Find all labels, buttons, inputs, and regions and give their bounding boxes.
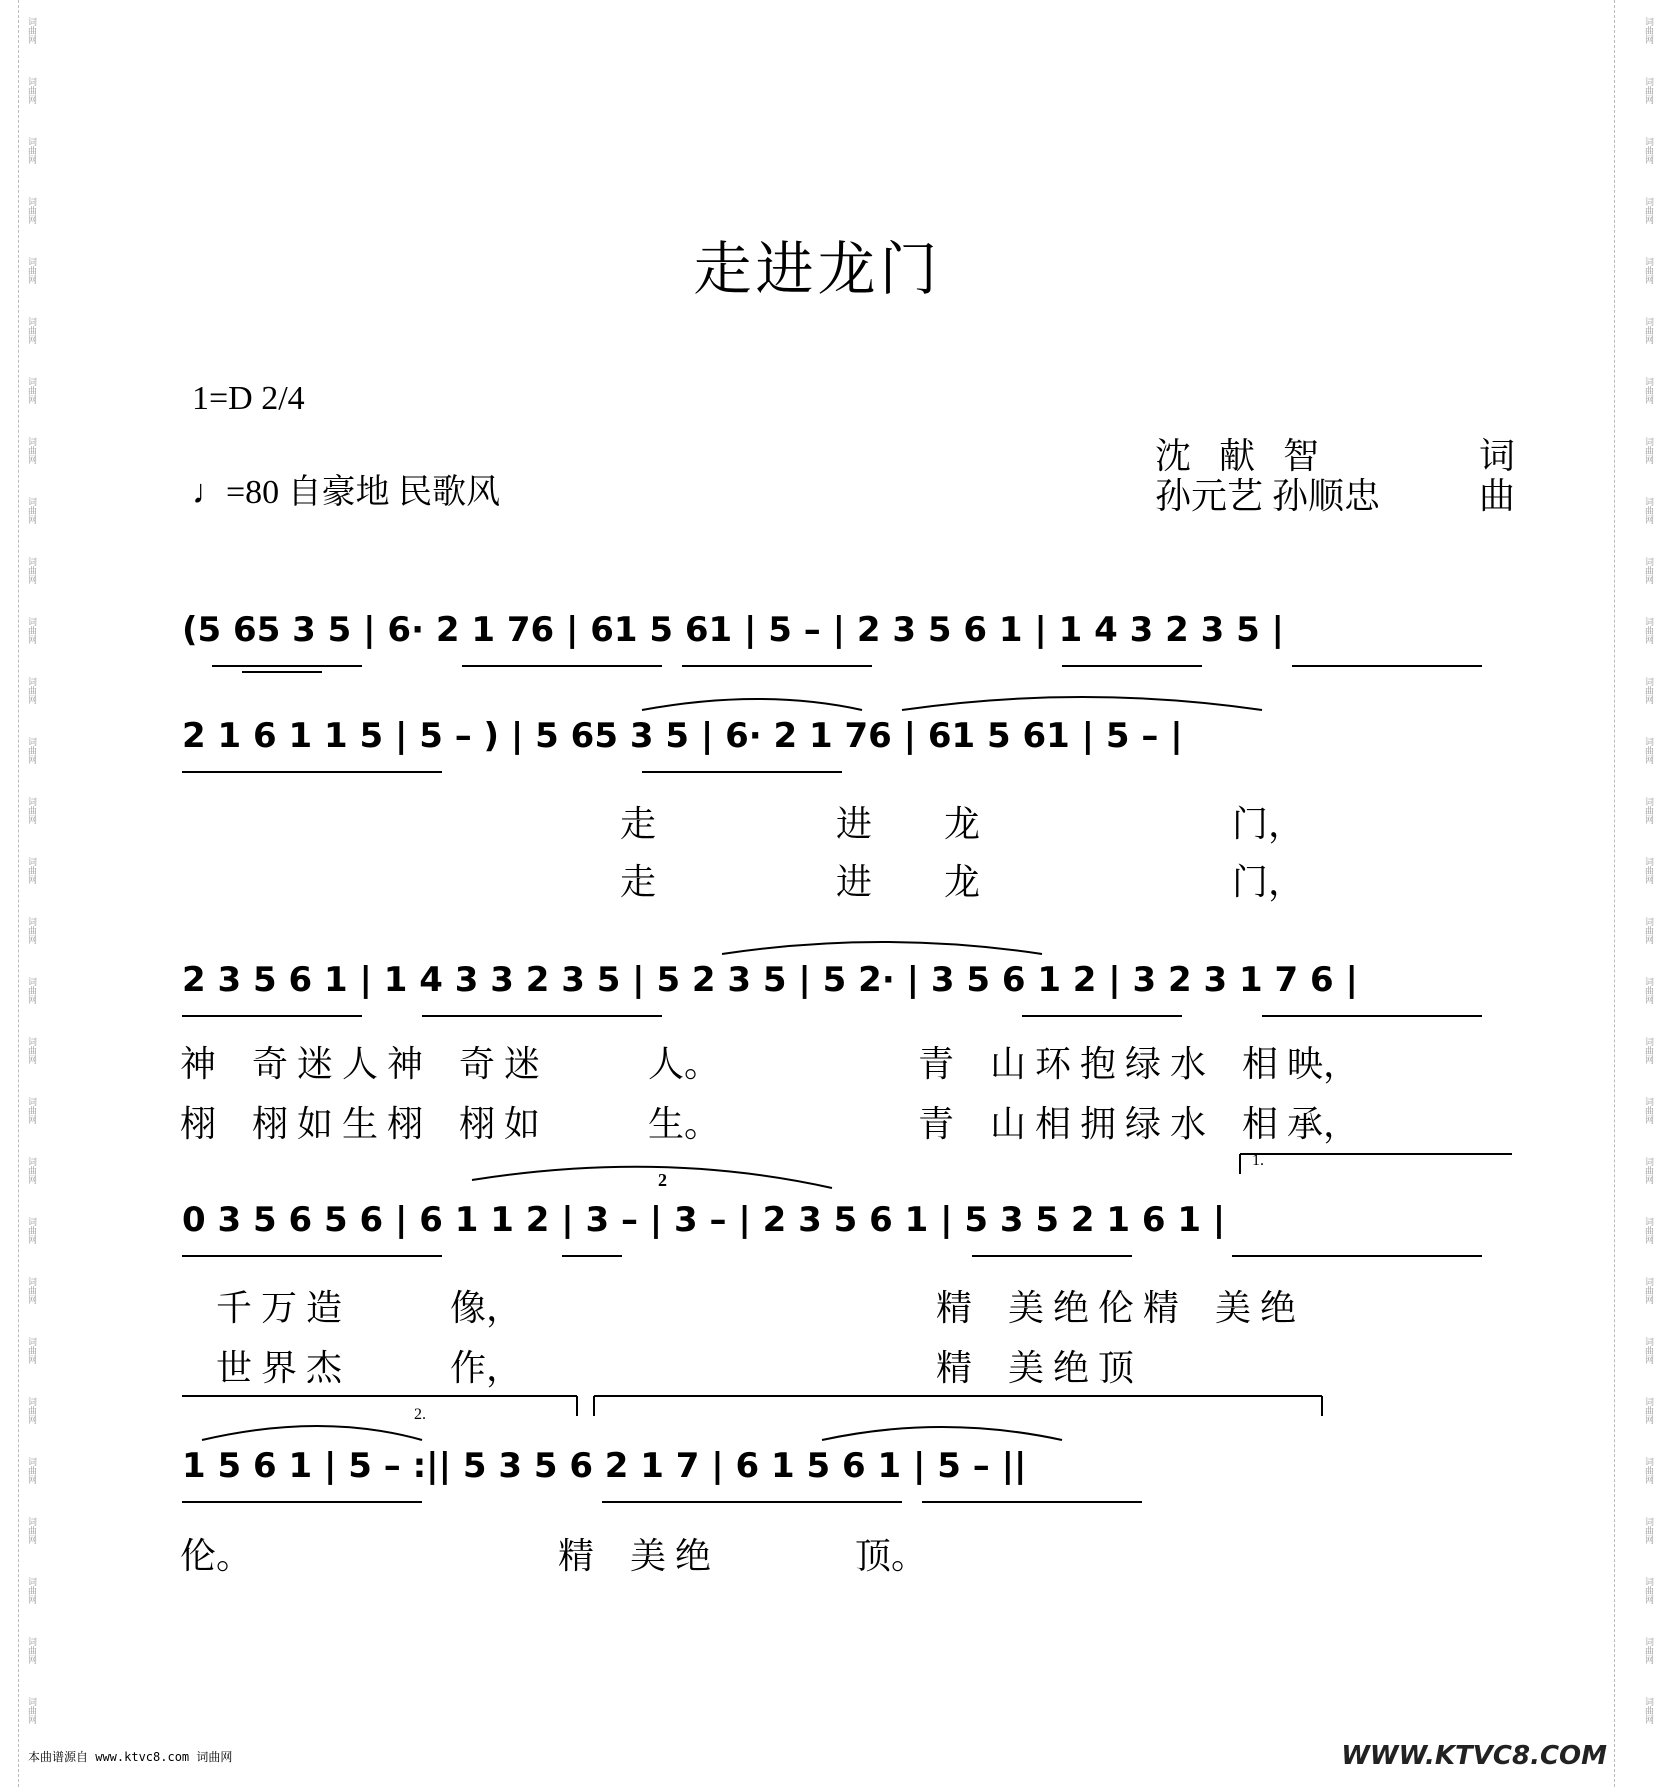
side-watermark-text: 词曲网 — [26, 796, 36, 824]
side-watermark-text: 词曲网 — [26, 916, 36, 944]
side-watermark-text: 词曲网 — [1643, 316, 1653, 344]
key-signature: 1=D 2/4 — [192, 380, 305, 417]
row-3-lyric-verse-2: 栩 栩 如 生 栩 栩 如 生。 青 山 相 拥 绿 水 相 承， — [180, 1104, 1360, 1144]
row-2-lyric-verse-2: 走 进 龙 门， — [620, 862, 1305, 902]
side-watermark-text: 词曲网 — [26, 136, 36, 164]
side-watermark-text: 词曲网 — [26, 556, 36, 584]
volta-2-label: 2. — [414, 1406, 426, 1423]
score-row-1 — [182, 600, 1512, 660]
row-4-lyric-verse-1: 千 万 造 像， 精 美 绝 伦 精 美 绝 — [180, 1288, 1297, 1328]
side-watermark-text: 词曲网 — [1643, 976, 1653, 1004]
side-watermark-text: 词曲网 — [26, 1396, 36, 1424]
side-watermark-text: 词曲网 — [1643, 1096, 1653, 1124]
side-watermark-text: 词曲网 — [1643, 1396, 1653, 1424]
side-watermark-text: 词曲网 — [26, 1696, 36, 1724]
side-watermark-text: 词曲网 — [1643, 136, 1653, 164]
side-watermark-text: 词曲网 — [1643, 1456, 1653, 1484]
tempo-marking: ♩=80 自豪地 民歌风 — [192, 474, 501, 511]
side-watermark-text: 词曲网 — [1643, 796, 1653, 824]
row-3-notes: 2 3 5 6 1 | 1 4 3 3 2 3 5 | 5 2 3 5 | 5 2· | 3 5 6 1 2 | 3 2 3 1 7 6 | — [182, 960, 1358, 1000]
side-watermark-text: 词曲网 — [26, 856, 36, 884]
row-3-lyric-verse-1: 神 奇 迷 人 神 奇 迷 人。 青 山 环 抱 绿 水 相 映， — [180, 1044, 1360, 1084]
side-watermark-text: 词曲网 — [1643, 16, 1653, 44]
side-watermark-text: 词曲网 — [1643, 436, 1653, 464]
side-watermark-text: 词曲网 — [1643, 496, 1653, 524]
side-watermark-text: 词曲网 — [1643, 736, 1653, 764]
volta-1-label: 1. — [1252, 1152, 1264, 1169]
side-watermark-text: 词曲网 — [1643, 1576, 1653, 1604]
side-watermark-text: 词曲网 — [1643, 676, 1653, 704]
composer-credit — [1155, 476, 1515, 516]
side-watermark-text: 词曲网 — [26, 376, 36, 404]
score-row-2 — [182, 706, 1512, 766]
side-watermark-text: 词曲网 — [1643, 556, 1653, 584]
footer-source-text: 本曲谱源自 www.ktvc8.com 词曲网 — [28, 1750, 233, 1764]
side-watermark-text: 词曲网 — [1643, 376, 1653, 404]
side-watermark-text: 词曲网 — [1643, 1156, 1653, 1184]
side-watermark-text: 词曲网 — [1643, 1216, 1653, 1244]
side-watermark-text: 词曲网 — [26, 496, 36, 524]
side-watermark-text: 词曲网 — [26, 736, 36, 764]
side-watermark-text: 词曲网 — [26, 1096, 36, 1124]
side-watermark-text: 词曲网 — [26, 616, 36, 644]
score-row-3 — [182, 950, 1512, 1010]
song-title: 走进龙门 — [693, 235, 942, 303]
side-watermark-text: 词曲网 — [26, 196, 36, 224]
side-watermark-text: 词曲网 — [26, 1216, 36, 1244]
side-watermark-text: 词曲网 — [26, 1036, 36, 1064]
side-watermark-text: 词曲网 — [1643, 76, 1653, 104]
side-watermark-text: 词曲网 — [1643, 856, 1653, 884]
score-row-5 — [182, 1436, 1512, 1496]
side-watermark-text: 词曲网 — [26, 436, 36, 464]
row-2-lyric-verse-1: 走 进 龙 门， — [620, 804, 1305, 844]
row-4-lyric-verse-2: 世 界 杰 作， 精 美 绝 顶 — [180, 1348, 1135, 1388]
side-watermark-text: 词曲网 — [1643, 1636, 1653, 1664]
lyricist-name: 沈献智 — [1155, 436, 1348, 476]
score-row-4 — [182, 1190, 1512, 1250]
side-watermark-text: 词曲网 — [26, 1636, 36, 1664]
side-watermark-text: 词曲网 — [1643, 1696, 1653, 1724]
side-watermark-text: 词曲网 — [26, 1336, 36, 1364]
side-watermark-text: 词曲网 — [26, 976, 36, 1004]
side-watermark-text: 词曲网 — [1643, 1336, 1653, 1364]
side-watermark-text: 词曲网 — [1643, 916, 1653, 944]
composer-name: 孙元艺 孙顺忠 — [1155, 476, 1381, 516]
grace-note: 2 — [658, 1170, 667, 1190]
side-watermark-text: 词曲网 — [26, 1576, 36, 1604]
side-watermark-text: 词曲网 — [1643, 256, 1653, 284]
credits — [1155, 436, 1515, 516]
side-watermark-text: 词曲网 — [26, 1516, 36, 1544]
row-5-notes: 1 5 6 1 | 5 – :|| 5 3 5 6 2 1 7 | 6 1 5 6 1 | 5 – || — [182, 1446, 1027, 1486]
side-watermark-text: 词曲网 — [26, 1456, 36, 1484]
row-1-notes: (5 65 3 5 | 6· 2 1 76 | 61 5 61 | 5 – | 2 3 5 6 1 | 1 4 3 2 3 5 | — [182, 610, 1284, 650]
lyricist-role: 词 — [1478, 436, 1515, 476]
side-watermark-text: 词曲网 — [26, 1156, 36, 1184]
composer-role: 曲 — [1478, 476, 1515, 516]
side-watermark-text: 词曲网 — [1643, 1036, 1653, 1064]
side-watermark-text: 词曲网 — [1643, 1516, 1653, 1544]
row-2-notes: 2 1 6 1 1 5 | 5 – ) | 5 65 3 5 | 6· 2 1 76 | 61 5 61 | 5 – | — [182, 716, 1183, 756]
side-watermark-text: 词曲网 — [26, 16, 36, 44]
side-watermark-text: 词曲网 — [26, 1276, 36, 1304]
lyricist-credit — [1155, 436, 1515, 476]
row-4-notes: 0 3 5 6 5 6 | 6 1 1 2 | 3 – | 3 – | 2 3 5 6 1 | 5 3 5 2 1 6 1 | — [182, 1200, 1226, 1240]
side-watermark-text: 词曲网 — [26, 676, 36, 704]
side-watermark-text: 词曲网 — [26, 316, 36, 344]
side-watermark-text: 词曲网 — [26, 256, 36, 284]
row-5-lyric-verse-1: 伦。 精 美 绝 顶。 — [180, 1536, 928, 1576]
side-watermark-text: 词曲网 — [26, 76, 36, 104]
footer-site-logo: WWW.KTVC8.COM — [1341, 1741, 1607, 1771]
side-watermark-text: 词曲网 — [1643, 196, 1653, 224]
side-watermark-text: 词曲网 — [1643, 1276, 1653, 1304]
side-watermark-text: 词曲网 — [1643, 616, 1653, 644]
